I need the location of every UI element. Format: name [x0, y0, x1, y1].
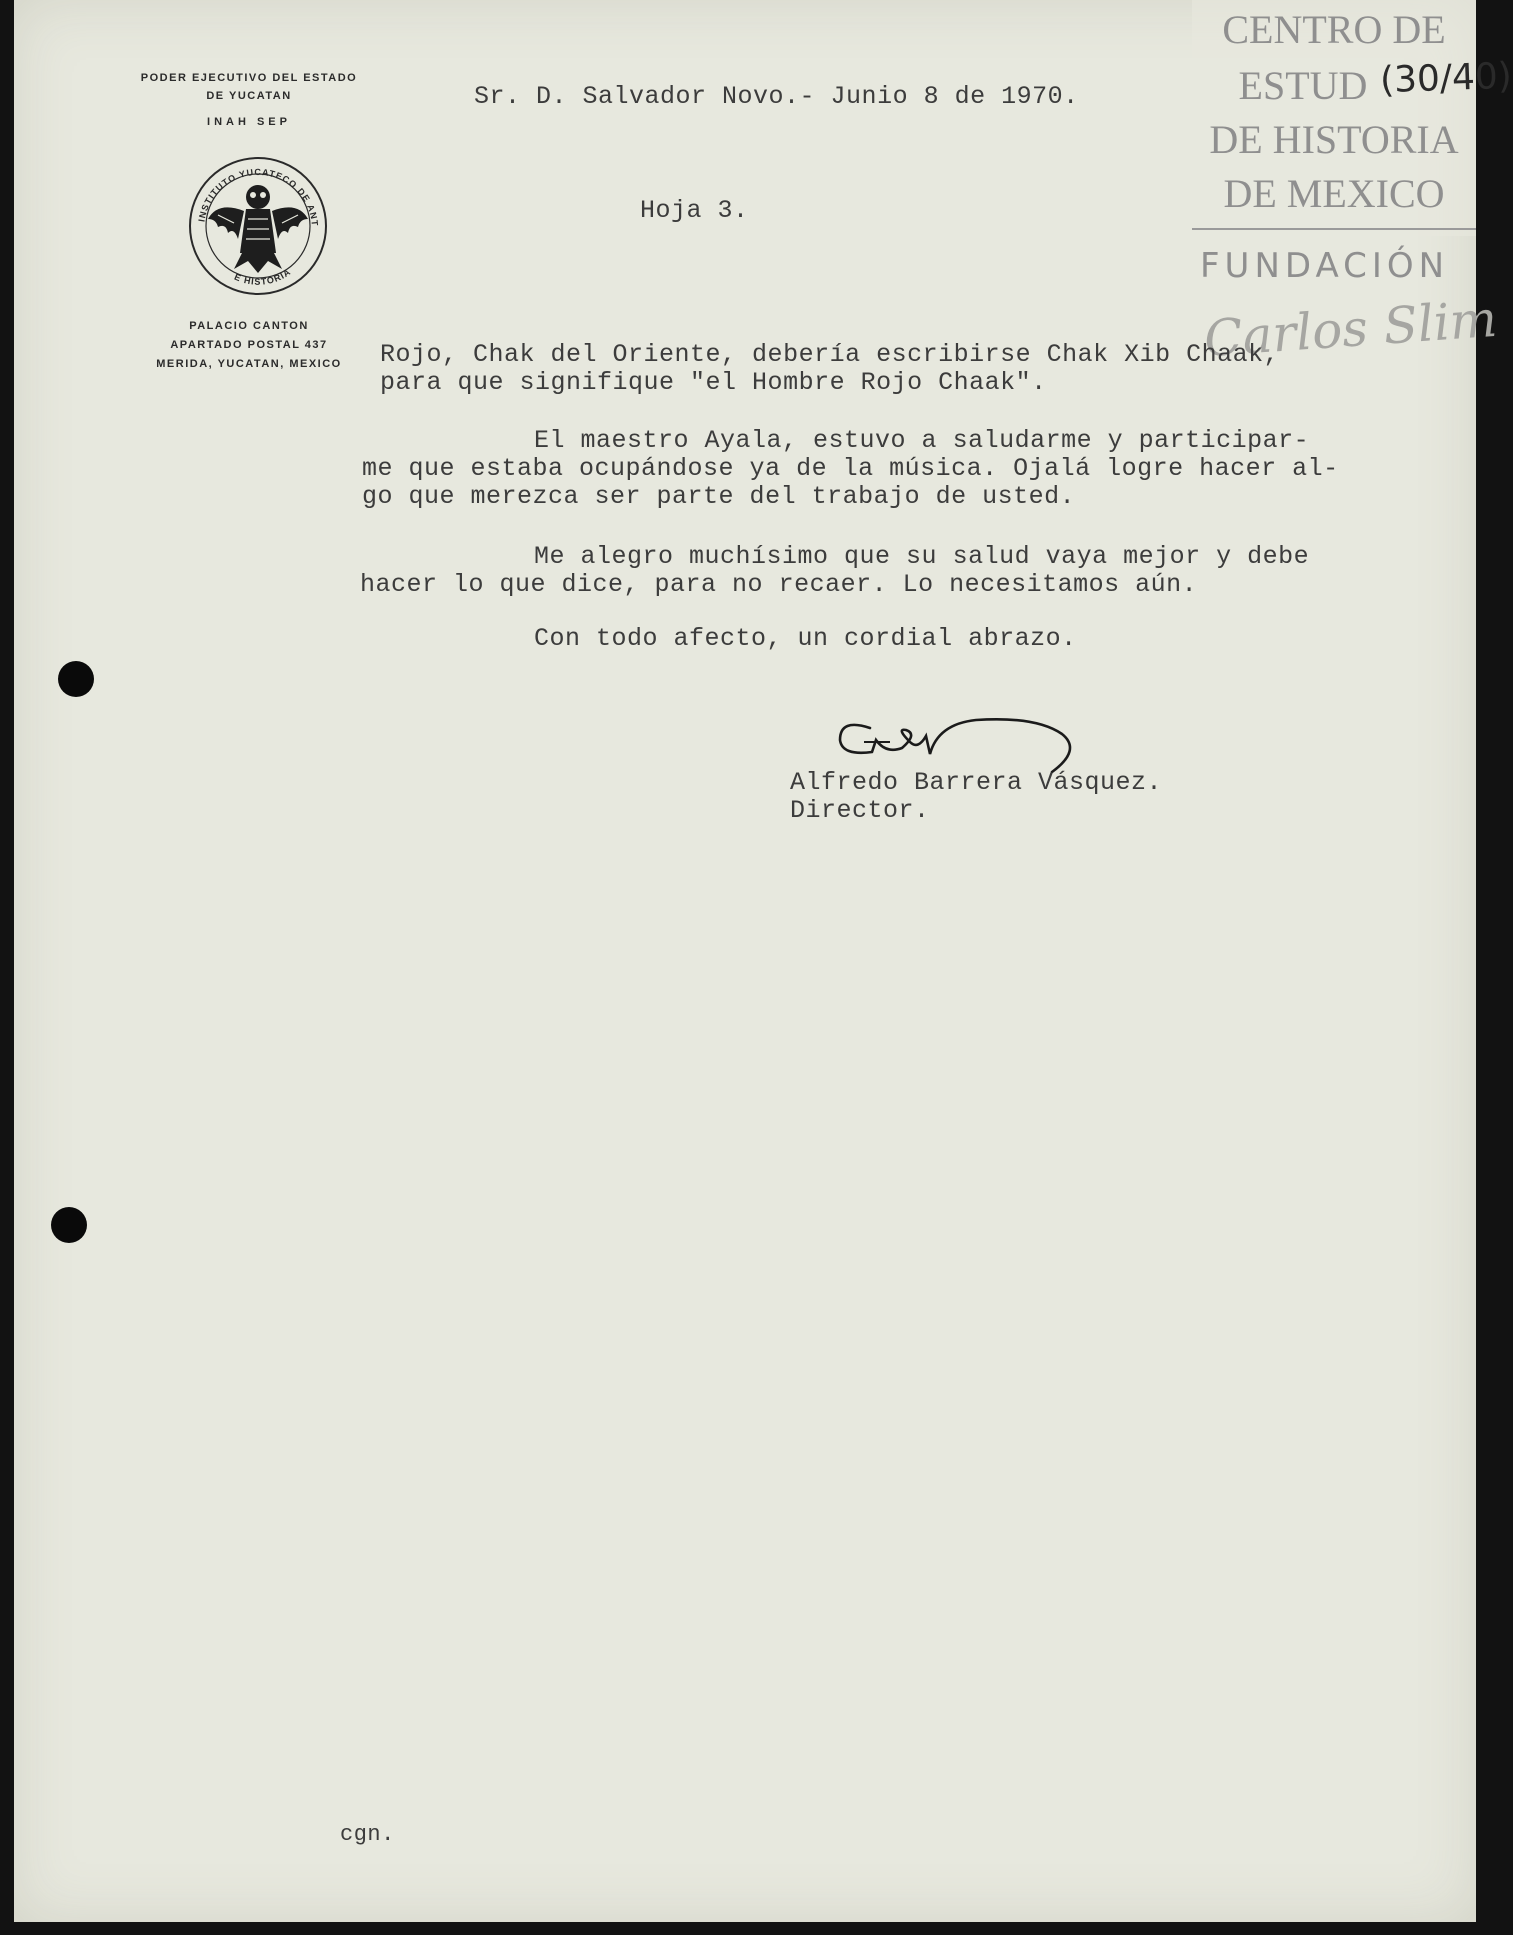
para2-line-2: me que estaba ocupándose ya de la música. Ojalá logre hacer al- [362, 454, 1339, 483]
closing-line: Con todo afecto, un cordial abrazo. [534, 624, 1077, 653]
letterhead-address-2: APARTADO POSTAL 437 [170, 339, 328, 351]
stamp-line-4: DE MEXICO [1223, 171, 1445, 216]
page-number-handwritten: (30/40) [1379, 55, 1513, 102]
punch-hole-bottom [51, 1207, 87, 1243]
stamp-line-2: ESTUD [1238, 63, 1368, 108]
svg-text:E HISTORIA [233, 266, 293, 286]
para2-line-3: go que merezca ser parte del trabajo de usted. [362, 482, 1076, 511]
letterhead-address-1: PALACIO CANTON [189, 320, 309, 332]
letter-page [14, 0, 1513, 1922]
stamp-line-1: CENTRO DE [1222, 7, 1446, 52]
punch-hole-top [58, 661, 94, 697]
para3-line-2: hacer lo que dice, para no recaer. Lo necesitamos aún. [360, 570, 1198, 599]
para3-line-1: Me alegro muchísimo que su salud vaya mejor y debe [534, 542, 1310, 571]
archive-stamp [1192, 0, 1476, 236]
stamp-divider [1192, 228, 1476, 230]
sheet-label: Hoja 3. [640, 196, 749, 225]
para1-line-2: para que signifique "el Hombre Rojo Chaak". [380, 368, 1047, 397]
para2-line-1: El maestro Ayala, estuvo a saludarme y participar- [534, 426, 1310, 455]
stamp-line-5: FUNDACIÓN [1200, 246, 1450, 286]
letterhead-line-1: PODER EJECUTIVO DEL ESTADO [140, 72, 358, 84]
stamp-signature: Carlos Slim [1202, 289, 1499, 369]
letterhead-line-3: INAH SEP [207, 116, 291, 128]
letterhead-address-3: MERIDA, YUCATAN, MEXICO [156, 358, 342, 370]
stamp-line-3: DE HISTORIA [1209, 117, 1459, 162]
institute-seal-icon [182, 153, 334, 299]
letter-header-line: Sr. D. Salvador Novo.- Junio 8 de 1970. [474, 82, 1079, 111]
typist-initials: cgn. [340, 1822, 395, 1847]
seal-text-bottom: E HISTORIA [232, 266, 293, 287]
letterhead-line-2: DE YUCATAN [206, 90, 292, 102]
para1-line-1: Rojo, Chak del Oriente, debería escribirse Chak Xib Chaak, [380, 340, 1280, 369]
signer-name: Alfredo Barrera Vásquez. [790, 768, 1163, 797]
seal-text-top: INSTITUTO YUCATECO DE ANT [196, 166, 321, 228]
signer-title: Director. [790, 796, 930, 825]
